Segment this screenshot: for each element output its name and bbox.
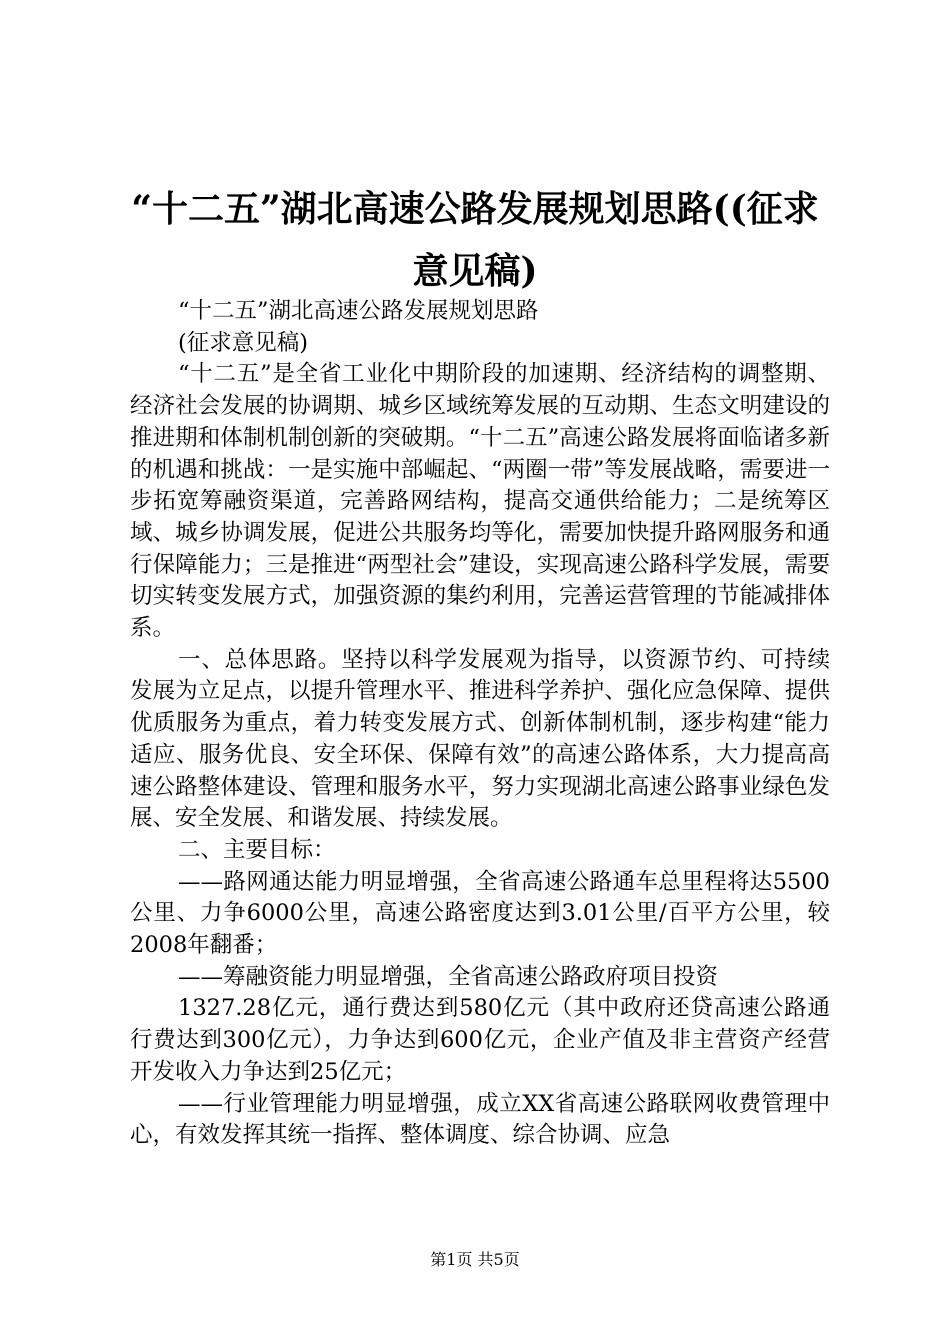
page-number-footer: 第1页 共5页 xyxy=(430,1250,520,1269)
paragraph-goal-management: ——行业管理能力明显增强，成立XX省高速公路联网收费管理中心，有效发挥其统一指挥、整体调度、综合协调、应急 xyxy=(130,1090,830,1149)
paragraph-intro: “十二五”是全省工业化中期阶段的加速期、经济结构的调整期、经济社会发展的协调期、城乡区域统筹发展的互动期、生态文明建设的推进期和体制机制创新的突破期。“十二五”高速公路发展将面临诸多新的机遇和挑战：一是实施中部崛起、“两圈一带”等发展战略，需要进一步拓宽筹融资渠道，完善路网结构，提高交通供给能力；二是统筹区域、城乡协调发展，促进公共服务均等化，需要加快提升路网服务和通行保障能力；三是推进“两型社会”建设，实现高速公路科学发展，需要切实转变发展方式，加强资源的集约利用，完善运营管理的节能减排体系。 xyxy=(130,361,830,642)
document-title: “十二五”湖北高速公路发展规划思路((征求意见稿) xyxy=(131,188,819,292)
paragraph-main-goals-heading: 二、主要目标： xyxy=(178,836,336,863)
paragraph-goal-network: ——路网通达能力明显增强，全省高速公路通车总里程将达5500公里、力争6000公里，高速公路密度达到3.01公里/百平方公里，较2008年翻番； xyxy=(130,868,830,959)
paragraph-goal-financing-cont: 1327.28亿元，通行费达到580亿元（其中政府还贷高速公路通行费达到300亿元），力争达到600亿元，企业产值及非主营资产经营开发收入力争达到25亿元； xyxy=(130,995,830,1085)
draft-note: (征求意见稿) xyxy=(178,329,309,356)
subtitle-line: “十二五”湖北高速公路发展规划思路 xyxy=(178,298,539,324)
paragraph-goal-financing: ——筹融资能力明显增强，全省高速公路政府项目投资 xyxy=(178,963,719,990)
paragraph-overall-approach: 一、总体思路。坚持以科学发展观为指导，以资源节约、可持续发展为立足点，以提升管理水平、推进科学养护、强化应急保障、提供优质服务为重点，着力转变发展方式、创新体制机制，逐步构建“能力适应、服务优良、安全环保、保障有效”的高速公路体系，大力提高高速公路整体建设、管理和服务水平，努力实现湖北高速公路事业绿色发展、安全发展、和谐发展、持续发展。 xyxy=(130,646,830,832)
document-body xyxy=(130,296,830,1152)
